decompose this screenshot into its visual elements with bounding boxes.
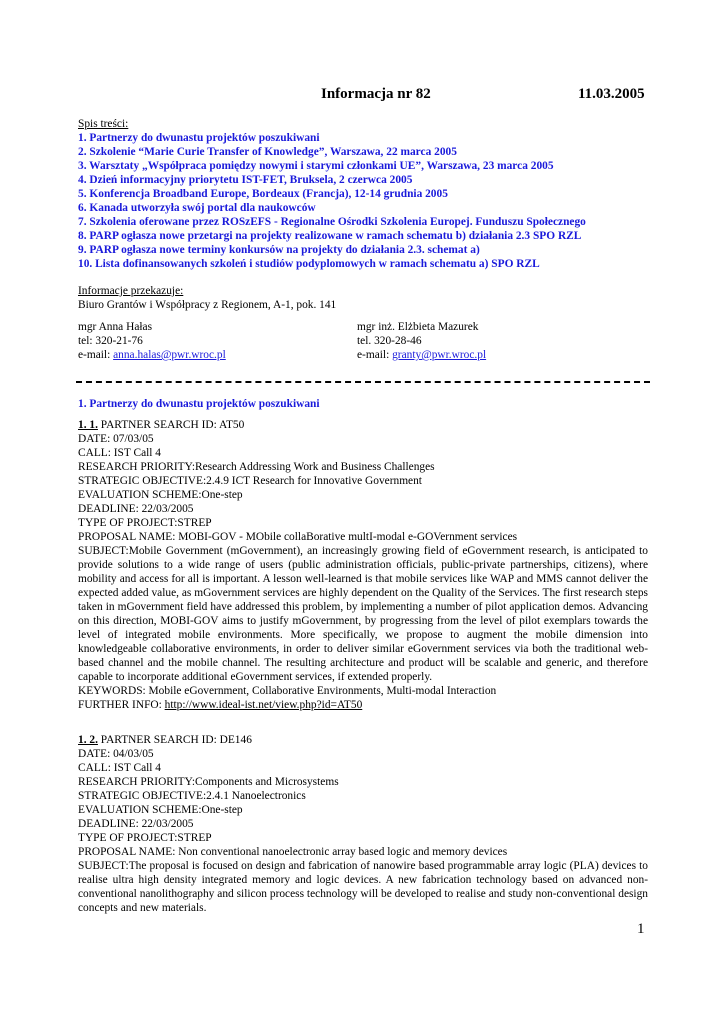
contact-phone: tel: 320-21-76 [78, 335, 143, 347]
further-info-label: FURTHER INFO: [78, 699, 165, 711]
toc-heading: Spis treści: [78, 118, 129, 130]
entry-type: TYPE OF PROJECT:STREP [78, 832, 212, 844]
document-date: 11.03.2005 [578, 86, 645, 102]
contact-name: mgr inż. Elżbieta Mazurek [357, 321, 479, 333]
contact-phone: tel. 320-28-46 [357, 335, 422, 347]
entry-number: 1. 2. [78, 734, 98, 746]
entry-subject: SUBJECT:The proposal is focused on design and fabrication of nanowire based programmable array logic (PLA) devices to realise ultra high density integrated memory and logic devices. A new fabrication technology based on advanced non-conventional nanolithography and silicon process technology will be developed to realise and study non-conventional design concepts and new materials. [78, 860, 648, 914]
table-of-contents [78, 117, 648, 271]
section-title: 1. Partnerzy do dwunastu projektów poszukiwani [78, 398, 320, 410]
contact-email-line [78, 348, 226, 362]
entry-date: DATE: 07/03/05 [78, 433, 154, 445]
entry-keywords: KEYWORDS: Mobile eGovernment, Collaborative Environments, Multi-modal Interaction [78, 685, 497, 697]
entry-evaluation: EVALUATION SCHEME:One-step [78, 804, 243, 816]
email-label: e-mail: [78, 349, 114, 361]
document-header [0, 86, 724, 108]
page-number: 1 [637, 921, 645, 937]
email-link[interactable]: anna.halas@pwr.wroc.pl [113, 349, 226, 361]
toc-item[interactable]: 10. Lista dofinansowanych szkoleń i studiów podyplomowych w ramach schematu a) SPO RZL [78, 258, 540, 270]
toc-item[interactable]: 7. Szkolenia oferowane przez ROSzEFS - Regionalne Ośrodki Szkolenia Europej. Funduszu Społecznego [78, 216, 586, 228]
partner-search-entry [78, 733, 648, 915]
contact-email-line [357, 348, 486, 362]
toc-item[interactable]: 1. Partnerzy do dwunastu projektów poszukiwani [78, 132, 320, 144]
entry-objective: STRATEGIC OBJECTIVE:2.4.9 ICT Research for Innovative Government [78, 475, 422, 487]
entry-id: PARTNER SEARCH ID: DE146 [97, 734, 252, 746]
entry-evaluation: EVALUATION SCHEME:One-step [78, 489, 243, 501]
further-info-link[interactable]: http://www.ideal-ist.net/view.php?id=AT50 [164, 699, 363, 711]
entry-id-line [78, 733, 648, 747]
entry-id: PARTNER SEARCH ID: AT50 [97, 419, 245, 431]
toc-item[interactable]: 9. PARP ogłasza nowe terminy konkursów na projekty do działania 2.3. schemat a) [78, 244, 480, 256]
toc-item[interactable]: 2. Szkolenie “Marie Curie Transfer of Knowledge”, Warszawa, 22 marca 2005 [78, 146, 457, 158]
entry-deadline: DEADLINE: 22/03/2005 [78, 503, 194, 515]
entry-proposal: PROPOSAL NAME: Non conventional nanoelectronic array based logic and memory devices [78, 846, 508, 858]
toc-item[interactable]: 3. Warsztaty „Współpraca pomiędzy nowymi i starymi członkami UE”, Warszawa, 23 marca 2005 [78, 160, 554, 172]
email-link[interactable]: granty@pwr.wroc.pl [392, 349, 487, 361]
toc-item[interactable]: 4. Dzień informacyjny priorytetu IST-FET, Bruksela, 2 czerwca 2005 [78, 174, 413, 186]
email-label: e-mail: [357, 349, 393, 361]
entry-call: CALL: IST Call 4 [78, 762, 162, 774]
entry-further-info [78, 698, 648, 712]
entry-deadline: DEADLINE: 22/03/2005 [78, 818, 194, 830]
dashed-separator [76, 381, 650, 383]
informant-heading: Informacje przekazuje: [78, 285, 184, 297]
entry-priority: RESEARCH PRIORITY:Research Addressing Work and Business Challenges [78, 461, 435, 473]
contact-card [78, 320, 226, 362]
entry-call: CALL: IST Call 4 [78, 447, 162, 459]
entry-objective: STRATEGIC OBJECTIVE:2.4.1 Nanoelectronics [78, 790, 306, 802]
entry-id-line [78, 418, 648, 432]
entry-date: DATE: 04/03/05 [78, 748, 154, 760]
contact-card [357, 320, 486, 362]
entry-subject: SUBJECT:Mobile Government (mGovernment), an increasingly growing field of eGovernment research, is anticipated to provide solutions to a wide range of users (public administration officials, public-private partnerships, citizens), where mobility and access for all is important. A lesson well-learned is that mobile services like WAP and MMS cannot deliver the expected added value, as mGovernment services are highly dependent on the Quality of the Services. The first research steps taken in mGovernment field have addressed this problem, by implementing a number of pilot application demos. Advancing on this direction, MOBI-GOV aims to justify mGovernment, by progressing from the level of pilot exemplars towards the level of integrated mobile environments. More specifically, we propose to augment the mobile dimension into knowledgeable collaborative environments, in order to deliver similar eGovernment services via both the traditional web-based channel and the mobile channel. The resulting architecture and product will be scalable and generic, and therefore capable to incorporate additional eGovernment services, if extended properly. [78, 545, 648, 683]
entry-priority: RESEARCH PRIORITY:Components and Microsystems [78, 776, 339, 788]
informant-section [78, 284, 648, 312]
informant-office: Biuro Grantów i Współpracy z Regionem, A-1, pok. 141 [78, 299, 337, 311]
toc-item[interactable]: 5. Konferencja Broadband Europe, Bordeaux (Francja), 12-14 grudnia 2005 [78, 188, 448, 200]
document-title: Informacja nr 82 [321, 86, 431, 102]
partner-search-entry [78, 418, 648, 712]
toc-item[interactable]: 6. Kanada utworzyła swój portal dla naukowców [78, 202, 316, 214]
entry-number: 1. 1. [78, 419, 98, 431]
entry-proposal: PROPOSAL NAME: MOBI-GOV - MObile collaBorative multI-modal e-GOVernment services [78, 531, 518, 543]
toc-item[interactable]: 8. PARP ogłasza nowe przetargi na projekty realizowane w ramach schematu b) działania 2.3 SPO RZL [78, 230, 582, 242]
entry-type: TYPE OF PROJECT:STREP [78, 517, 212, 529]
contact-name: mgr Anna Hałas [78, 321, 153, 333]
